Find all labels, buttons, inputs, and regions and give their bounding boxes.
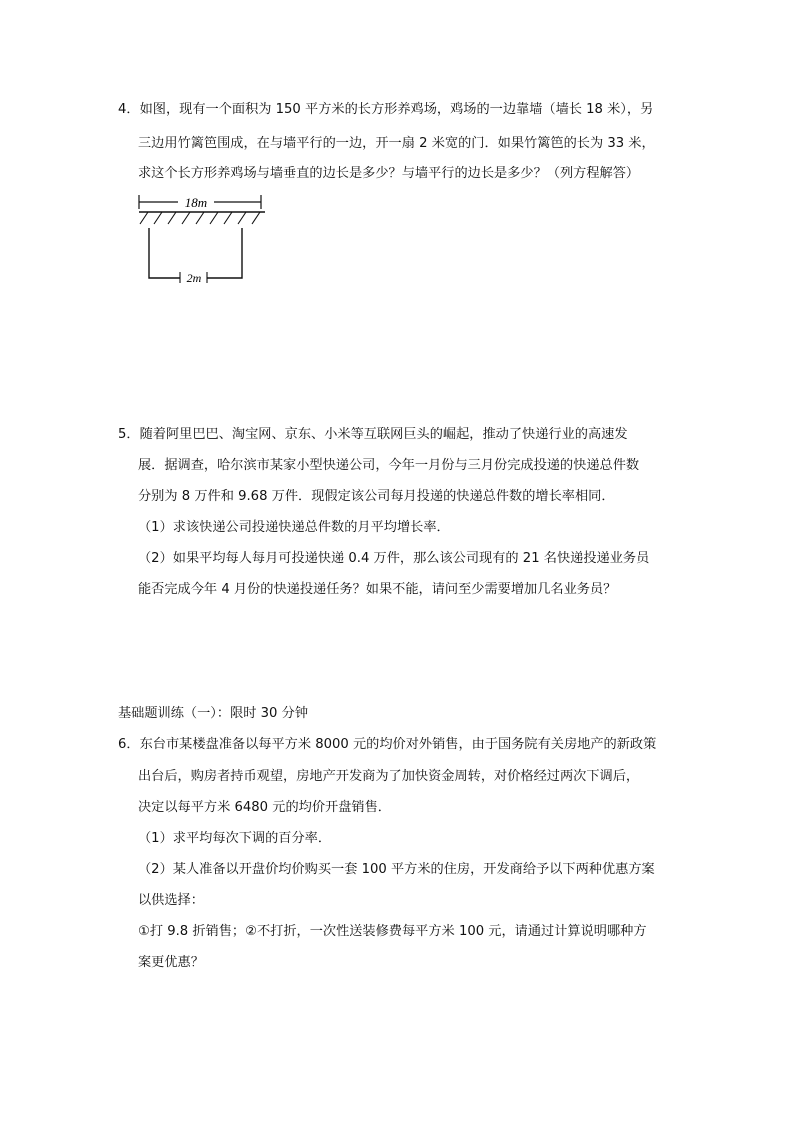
q6-line-4: （1）求平均每次下调的百分率． [138,831,332,846]
q6-line-1: 6．东台市某楼盘准备以每平方米 8000 元的均价对外销售，由于国务院有关房地产的新政策 [118,737,657,752]
q6-line-5: （2）某人准备以开盘价均价购买一套 100 平方米的住房，开发商给予以下两种优惠方案 [138,862,655,877]
q5-line-3: 分别为 8 万件和 9.68 万件．现假定该公司每月投递的快递总件数的增长率相同． [138,489,615,504]
gate-width-label: 2m [186,271,202,285]
q5-line-2: 展．据调查，哈尔滨市某家小型快递公司，今年一月份与三月份完成投递的快递总件数 [138,458,640,473]
q5-line-6: 能否完成今年 4 月份的快递投递任务？如果不能，请问至少需要增加几名业务员？ [138,582,617,597]
q6-line-2: 出台后，购房者持币观望，房地产开发商为了加快资金周转，对价格经过两次下调后， [138,769,640,784]
section-title: 基础题训练（一）：限时 30 分钟 [118,706,309,721]
q4-line-3: 求这个长方形养鸡场与墙垂直的边长是多少？与墙平行的边长是多少？（列方程解答） [138,166,640,181]
q6-line-6: 以供选择： [138,893,204,908]
q5-line-4: （1）求该快递公司投递快递总件数的月平均增长率． [138,520,450,535]
wall-length-label: 18m [184,195,208,210]
q6-line-7: ①打 9.8 折销售；②不打折，一次性送装修费每平方米 100 元，请通过计算说明哪种方 [138,924,647,939]
q5-line-5: （2）如果平均每人每月可投递快递 0.4 万件，那么该公司现有的 21 名快递投递业务员 [138,551,650,566]
q5-line-1: 5．随着阿里巴巴、淘宝网、京东、小米等互联网巨头的崛起，推动了快递行业的高速发 [118,427,628,442]
chicken-farm-figure [134,192,274,288]
q4-line-1: 4．如图，现有一个面积为 150 平方米的长方形养鸡场，鸡场的一边靠墙（墙长 18 米），另 [118,102,654,117]
q6-line-8: 案更优惠？ [138,955,204,970]
q4-line-2: 三边用竹篱笆围成，在与墙平行的一边，开一扇 2 米宽的门．如果竹篱笆的长为 33 米， [138,136,655,151]
q6-line-3: 决定以每平方米 6480 元的均价开盘销售． [138,800,391,815]
